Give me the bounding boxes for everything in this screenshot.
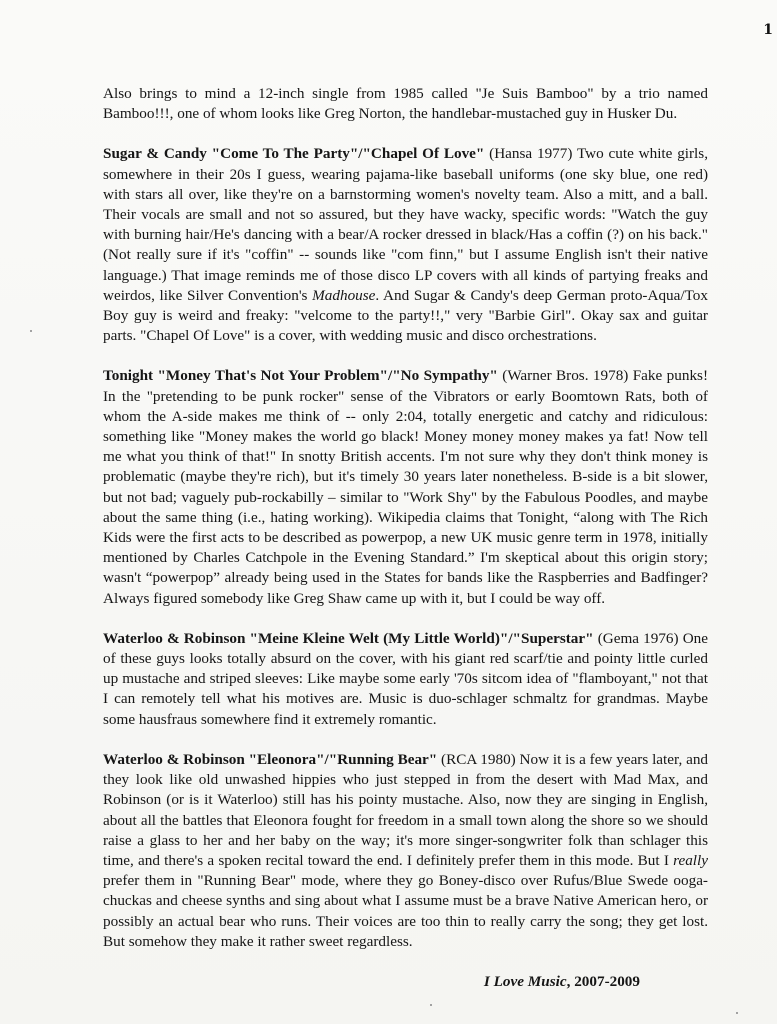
review-text: (Gema 1976) One of these guys looks totally absurd on the cover, with his giant red scarf/tie and pointy little curled up mustache and striped sleeves: Like maybe some early '70s sitcom idea of "flamboyant," not that I can remotely tell what his motives are. Music is duo-schlager schmaltz for grandmas. Maybe some hausfraus somewhere find it extremely romantic. <box>103 629 708 728</box>
source-title: I Love Music <box>483 972 567 990</box>
review-text-cont: . And Sugar & Candy's deep German proto-Aqua/Tox Boy guy is weird and freaky: "velcome to the party!!," very "Barbie Girl". Okay sax and guitar parts. "Chapel Of Love" is a cover, with wedding music and disco orchestrations. <box>103 286 708 345</box>
scan-speck <box>30 330 32 332</box>
review-italic: Madhouse <box>312 286 376 304</box>
review-italic: really <box>673 851 708 869</box>
source-signature <box>103 972 708 992</box>
review-text: (Hansa 1977) Two cute white girls, somewhere in their 20s I guess, wearing pajama-like baseball uniforms (one sky blue, one red) with stars all over, like they're on a barnstorming women's novelty team. Also a mitt, and a ball. Their vocals are small and not so assured, but they have wacky, specific words: "Watch the guy with burning hair/He's dancing with a bear/A rocker dressed in black/Has a coffin (?) on his back." (Not really sure if it's "coffin" -- sounds like "com finn," but I assume English isn't their native language.) That image reminds me of those disco LP covers with all kinds of partying freaks and weirdos, like Silver Convention's <box>103 145 708 304</box>
paragraph-text: Also brings to mind a 12-inch single from 1985 called "Je Suis Bamboo" by a trio named Bamboo!!!, one of whom looks like Greg Norton, the handlebar-mustached guy in Husker Du. <box>103 85 708 123</box>
review-sugar-candy <box>103 144 708 346</box>
review-tonight <box>103 366 708 608</box>
review-text-cont: prefer them in "Running Bear" mode, where they go Boney-disco over Rufus/Blue Swede ooga-chuckas and cheese synths and sing about what I assume must be a brave Native American hero, or possibly an actual bear who runs. Their voices are too thin to really carry the song; they get lost. But somehow they make it rather sweet regardless. <box>103 872 708 950</box>
review-heading: Waterloo & Robinson "Eleonora"/"Running Bear" <box>103 750 438 768</box>
paragraph-bamboo <box>103 84 708 124</box>
review-waterloo-robinson-1980 <box>103 750 708 952</box>
review-heading: Sugar & Candy "Come To The Party"/"Chapel Of Love" <box>103 145 485 163</box>
page-corner-mark: 1 <box>763 22 773 38</box>
review-heading: Tonight "Money That's Not Your Problem"/"No Sympathy" <box>103 367 498 385</box>
scan-speck <box>736 1012 738 1014</box>
scan-speck <box>430 1004 432 1006</box>
source-years: , 2007-2009 <box>566 972 640 990</box>
review-text: (Warner Bros. 1978) Fake punks! In the "pretending to be punk rocker" sense of the Vibrators or early Boomtown Rats, both of whom the A-side makes me think of -- only 2:04, totally energetic and catchy and ridiculous: something like "Money makes the world go black! Money money money makes ya fat! Now tell me what you think of that!" In snotty British accents. I'm not sure why they don't think money is problematic (maybe they're rich), but it's timely 30 years later nonetheless. B-side is a bit slower, but not bad; vaguely pub-rockabilly – similar to "Work Shy" by the Fabulous Poodles, and maybe about the same thing (i.e., hating working). Wikipedia claims that Tonight, “along with The Rich Kids were the first acts to be described as powerpop, a new UK music genre term in 1978, initially mentioned by Charles Catchpole in the Evening Standard.” I'm skeptical about this origin story; wasn't “powerpop” already being used in the States for bands like the Raspberries and Badfinger? Always figured somebody like Greg Shaw came up with it, but I could be way off. <box>103 367 708 607</box>
review-heading: Waterloo & Robinson "Meine Kleine Welt (My Little World)"/"Superstar" <box>103 629 594 647</box>
article-body <box>103 84 708 992</box>
review-text: (RCA 1980) Now it is a few years later, and they look like old unwashed hippies who just stepped in from the desert with Mad Max, and Robinson (or is it Waterloo) still has his pointy mustache. Also, now they are singing in English, about all the battles that Eleonora fought for freedom in a small town along the shore so we should raise a glass to her and her baby on the way; it's more singer-songwriter folk than schlager this time, and there's a spoken recital toward the end. I definitely prefer them in this mode. But I <box>103 750 709 869</box>
review-waterloo-robinson-1976 <box>103 629 708 730</box>
